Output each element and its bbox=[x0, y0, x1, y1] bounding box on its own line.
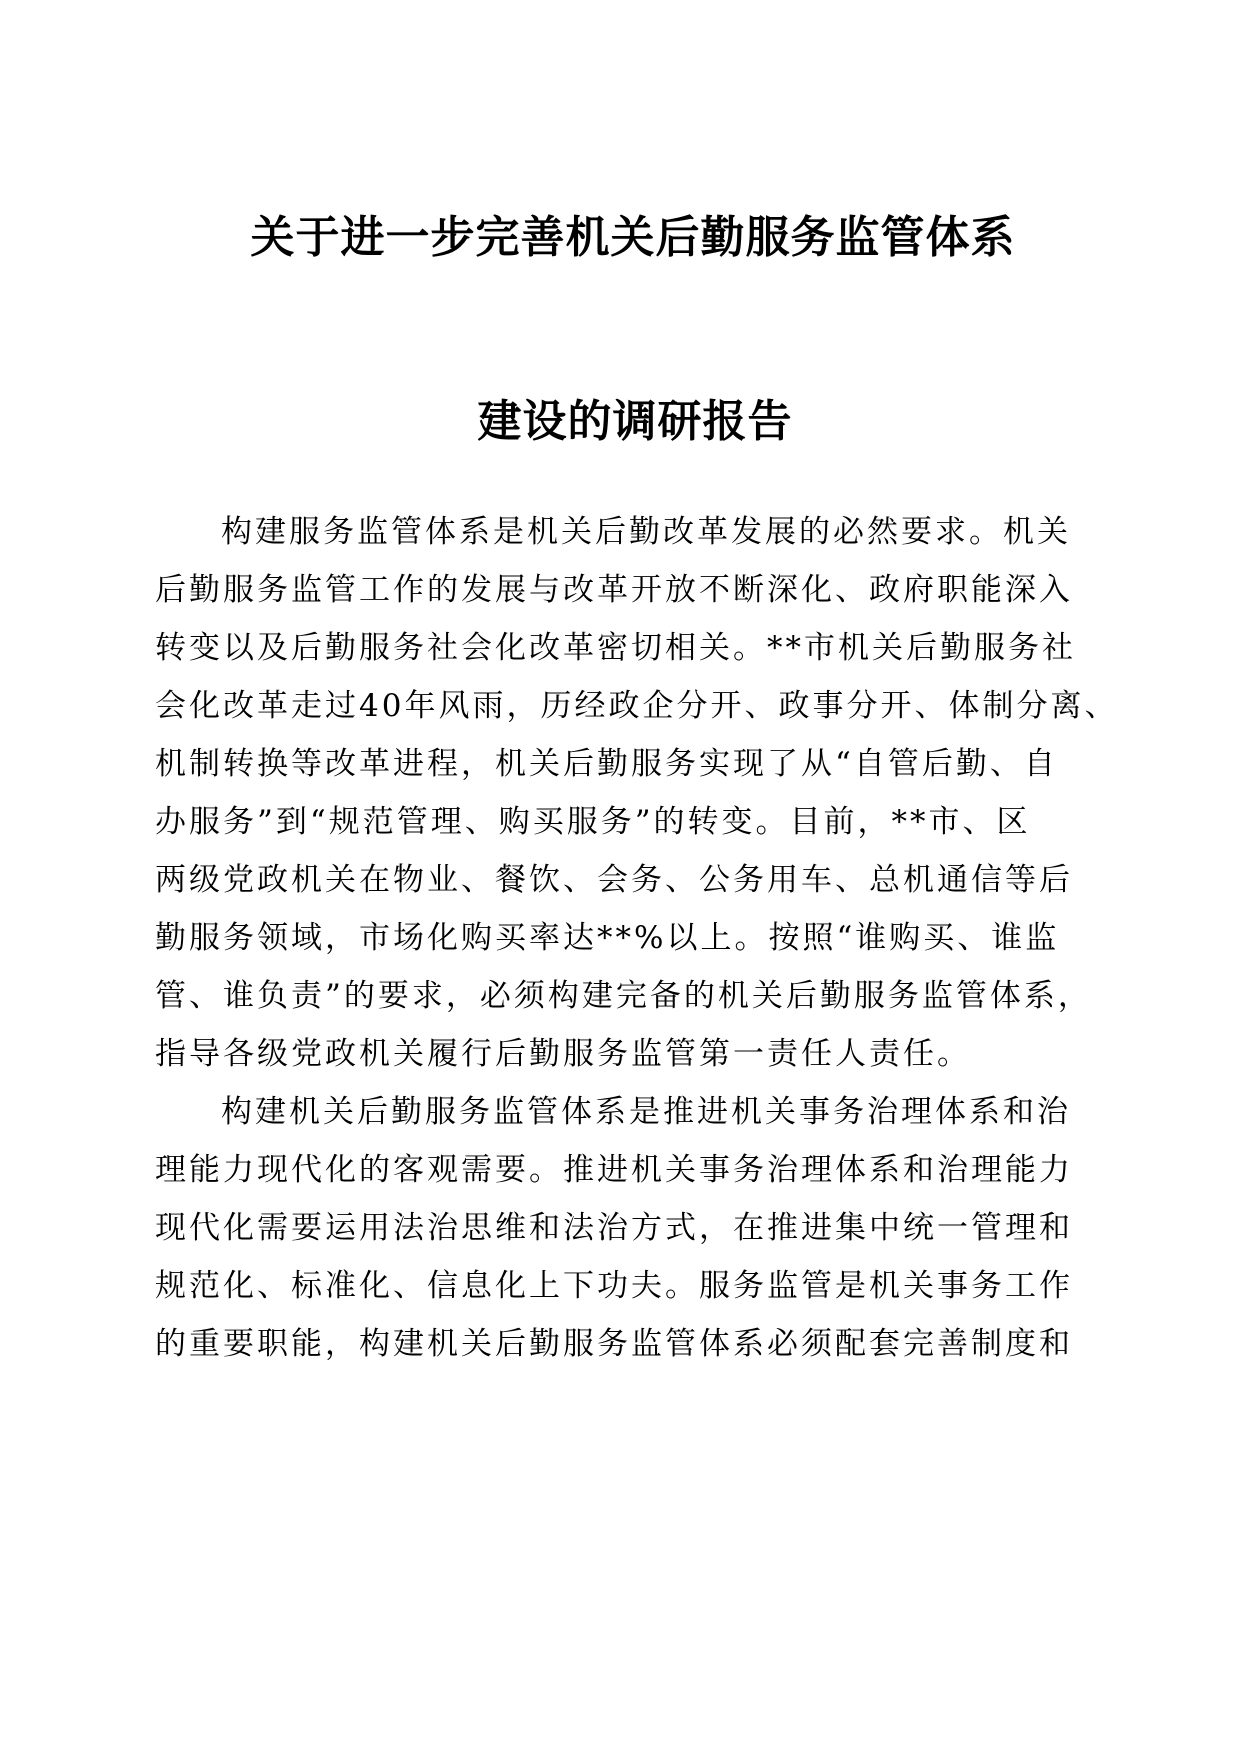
paragraph-1-line-9: 管、谁负责”的要求，必须构建完备的机关后勤服务监管体系， bbox=[155, 978, 1092, 1014]
paragraph-1-line-8: 勤服务领域，市场化购买率达**%以上。按照“谁购买、谁监 bbox=[155, 920, 1060, 956]
paragraph-2-line-3: 现代化需要运用法治思维和法治方式，在推进集中统一管理和 bbox=[155, 1210, 1073, 1246]
paragraph-2-line-2: 理能力现代化的客观需要。推进机关事务治理体系和治理能力 bbox=[155, 1152, 1073, 1188]
paragraph-2-line-5: 的重要职能，构建机关后勤服务监管体系必须配套完善制度和 bbox=[155, 1326, 1073, 1362]
paragraph-2-line-1: 构建机关后勤服务监管体系是推进机关事务治理体系和治 bbox=[221, 1094, 1071, 1130]
paragraph-1-line-3: 转变以及后勤服务社会化改革密切相关。**市机关后勤服务社 bbox=[155, 630, 1076, 666]
paragraph-1-line-2: 后勤服务监管工作的发展与改革开放不断深化、政府职能深入 bbox=[155, 572, 1073, 608]
paragraph-1-line-7: 两级党政机关在物业、餐饮、会务、公务用车、总机通信等后 bbox=[155, 862, 1073, 898]
document-title-line-2: 建设的调研报告 bbox=[477, 396, 793, 447]
paragraph-1-line-10: 指导各级党政机关履行后勤服务监管第一责任人责任。 bbox=[155, 1036, 971, 1072]
paragraph-1-line-6: 办服务”到“规范管理、购买服务”的转变。目前，**市、区 bbox=[155, 804, 1031, 840]
paragraph-1-line-1: 构建服务监管体系是机关后勤改革发展的必然要求。机关 bbox=[221, 514, 1071, 550]
paragraph-1-line-4: 会化改革走过40年风雨，历经政企分开、政事分开、体制分离、 bbox=[155, 688, 1119, 724]
document-title-line-1: 关于进一步完善机关后勤服务监管体系 bbox=[250, 212, 1016, 263]
paragraph-2-line-4: 规范化、标准化、信息化上下功夫。服务监管是机关事务工作 bbox=[155, 1268, 1073, 1304]
paragraph-1-line-5: 机制转换等改革进程，机关后勤服务实现了从“自管后勤、自 bbox=[155, 746, 1058, 782]
